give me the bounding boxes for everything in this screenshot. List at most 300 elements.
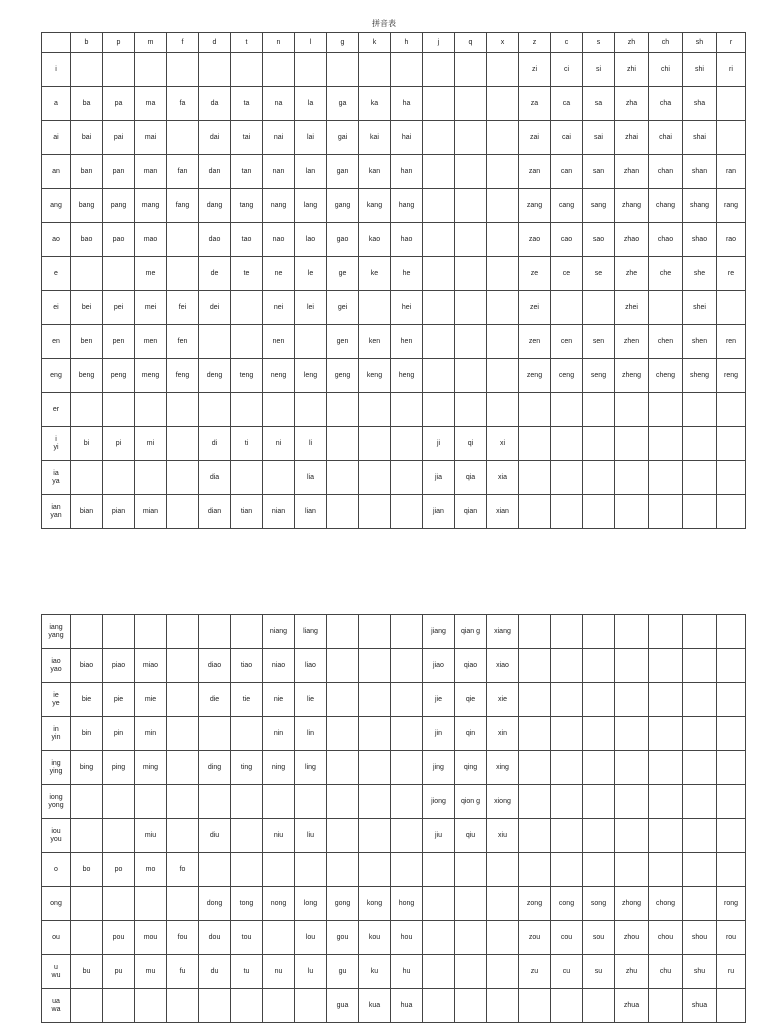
syllable-cell <box>487 359 519 393</box>
syllable-cell: tou <box>231 921 263 955</box>
syllable-cell: xiong <box>487 785 519 819</box>
syllable-cell: jia <box>423 461 455 495</box>
syllable-cell <box>583 717 615 751</box>
syllable-cell: gen <box>327 325 359 359</box>
syllable-cell: cha <box>649 87 683 121</box>
syllable-cell: ming <box>135 751 167 785</box>
syllable-cell: sou <box>583 921 615 955</box>
row-label-cell: en <box>42 325 71 359</box>
syllable-cell <box>583 751 615 785</box>
syllable-cell <box>327 615 359 649</box>
syllable-cell <box>263 785 295 819</box>
syllable-cell: xian <box>487 495 519 529</box>
syllable-cell: ren <box>717 325 746 359</box>
syllable-cell: hou <box>391 921 423 955</box>
syllable-cell: hu <box>391 955 423 989</box>
syllable-cell: hai <box>391 121 423 155</box>
syllable-cell: reng <box>717 359 746 393</box>
syllable-cell <box>295 53 327 87</box>
syllable-cell: rong <box>717 887 746 921</box>
table-row <box>42 717 746 751</box>
syllable-cell <box>103 887 135 921</box>
syllable-cell: ca <box>551 87 583 121</box>
syllable-cell <box>167 53 199 87</box>
syllable-cell <box>391 785 423 819</box>
syllable-cell <box>327 53 359 87</box>
syllable-cell: zha <box>615 87 649 121</box>
syllable-cell: nai <box>263 121 295 155</box>
syllable-cell <box>327 649 359 683</box>
syllable-cell <box>391 717 423 751</box>
syllable-cell <box>295 393 327 427</box>
syllable-cell: gou <box>327 921 359 955</box>
syllable-cell: d <box>199 33 231 53</box>
syllable-cell <box>519 393 551 427</box>
syllable-cell: tu <box>231 955 263 989</box>
syllable-cell: zan <box>519 155 551 189</box>
syllable-cell: cou <box>551 921 583 955</box>
syllable-cell: geng <box>327 359 359 393</box>
syllable-cell: min <box>135 717 167 751</box>
syllable-cell: zhan <box>615 155 649 189</box>
syllable-cell <box>683 785 717 819</box>
syllable-cell: si <box>583 53 615 87</box>
syllable-cell <box>71 53 103 87</box>
syllable-cell: zhua <box>615 989 649 1023</box>
syllable-cell: pen <box>103 325 135 359</box>
syllable-cell: f <box>167 33 199 53</box>
syllable-cell: miao <box>135 649 167 683</box>
row-label-cell: ing ying <box>42 751 71 785</box>
syllable-cell <box>615 819 649 853</box>
syllable-cell: ga <box>327 87 359 121</box>
table-row <box>42 189 746 223</box>
syllable-cell <box>391 427 423 461</box>
syllable-cell: mie <box>135 683 167 717</box>
syllable-cell <box>295 785 327 819</box>
syllable-cell: chan <box>649 155 683 189</box>
syllable-cell <box>423 155 455 189</box>
syllable-cell: qin <box>455 717 487 751</box>
syllable-cell <box>683 495 717 529</box>
syllable-cell <box>359 853 391 887</box>
syllable-cell <box>519 717 551 751</box>
syllable-cell <box>455 155 487 189</box>
syllable-cell <box>551 683 583 717</box>
syllable-cell <box>167 649 199 683</box>
syllable-cell <box>359 53 391 87</box>
syllable-cell: kan <box>359 155 391 189</box>
syllable-cell: nen <box>263 325 295 359</box>
syllable-cell: jie <box>423 683 455 717</box>
syllable-cell <box>455 887 487 921</box>
row-label-cell: u wu <box>42 955 71 989</box>
syllable-cell <box>717 427 746 461</box>
syllable-cell: kao <box>359 223 391 257</box>
syllable-cell <box>649 649 683 683</box>
syllable-cell <box>519 649 551 683</box>
syllable-cell <box>199 325 231 359</box>
syllable-cell: niao <box>263 649 295 683</box>
syllable-cell: qian <box>455 495 487 529</box>
syllable-cell: she <box>683 257 717 291</box>
syllable-cell <box>167 751 199 785</box>
syllable-cell: ling <box>295 751 327 785</box>
syllable-cell <box>391 495 423 529</box>
syllable-cell: chi <box>649 53 683 87</box>
syllable-cell: ti <box>231 427 263 461</box>
syllable-cell <box>167 223 199 257</box>
syllable-cell: zhong <box>615 887 649 921</box>
syllable-cell <box>583 649 615 683</box>
syllable-cell: ban <box>71 155 103 189</box>
table-row <box>42 955 746 989</box>
syllable-cell: cheng <box>649 359 683 393</box>
syllable-cell: keng <box>359 359 391 393</box>
syllable-cell: xia <box>487 461 519 495</box>
syllable-cell <box>359 427 391 461</box>
syllable-cell: ru <box>717 955 746 989</box>
syllable-cell: fa <box>167 87 199 121</box>
syllable-cell: g <box>327 33 359 53</box>
syllable-cell: gao <box>327 223 359 257</box>
syllable-cell: jian <box>423 495 455 529</box>
syllable-cell <box>167 819 199 853</box>
syllable-cell: long <box>295 887 327 921</box>
syllable-cell <box>199 853 231 887</box>
syllable-cell: zhang <box>615 189 649 223</box>
syllable-cell: m <box>135 33 167 53</box>
syllable-cell: meng <box>135 359 167 393</box>
syllable-cell <box>71 461 103 495</box>
syllable-cell: ceng <box>551 359 583 393</box>
syllable-cell: niu <box>263 819 295 853</box>
syllable-cell <box>423 359 455 393</box>
syllable-cell: neng <box>263 359 295 393</box>
syllable-cell <box>551 461 583 495</box>
syllable-cell: nang <box>263 189 295 223</box>
syllable-cell: miu <box>135 819 167 853</box>
syllable-cell: zeng <box>519 359 551 393</box>
syllable-cell: s <box>583 33 615 53</box>
syllable-cell: liu <box>295 819 327 853</box>
row-label-cell: i <box>42 53 71 87</box>
syllable-cell <box>455 121 487 155</box>
syllable-cell: deng <box>199 359 231 393</box>
row-label-cell: ou <box>42 921 71 955</box>
syllable-cell: shei <box>683 291 717 325</box>
syllable-cell <box>423 87 455 121</box>
syllable-cell: chong <box>649 887 683 921</box>
syllable-cell: cao <box>551 223 583 257</box>
row-label-cell: iou you <box>42 819 71 853</box>
syllable-cell <box>717 87 746 121</box>
syllable-cell <box>649 717 683 751</box>
syllable-cell <box>135 785 167 819</box>
syllable-cell: de <box>199 257 231 291</box>
syllable-cell: ting <box>231 751 263 785</box>
syllable-cell: t <box>231 33 263 53</box>
syllable-cell <box>649 819 683 853</box>
syllable-cell: kai <box>359 121 391 155</box>
syllable-cell: chen <box>649 325 683 359</box>
syllable-cell: bian <box>71 495 103 529</box>
syllable-cell: lou <box>295 921 327 955</box>
syllable-cell: bin <box>71 717 103 751</box>
syllable-cell: cong <box>551 887 583 921</box>
syllable-cell <box>231 461 263 495</box>
syllable-cell <box>717 683 746 717</box>
syllable-cell: chao <box>649 223 683 257</box>
syllable-cell: zhe <box>615 257 649 291</box>
syllable-cell <box>327 853 359 887</box>
syllable-cell <box>519 615 551 649</box>
syllable-cell <box>717 989 746 1023</box>
syllable-cell: dou <box>199 921 231 955</box>
syllable-cell: po <box>103 853 135 887</box>
syllable-cell <box>487 87 519 121</box>
syllable-cell: nu <box>263 955 295 989</box>
syllable-cell <box>391 461 423 495</box>
syllable-cell <box>649 751 683 785</box>
syllable-cell <box>327 751 359 785</box>
syllable-cell: xiang <box>487 615 519 649</box>
syllable-cell: tan <box>231 155 263 189</box>
syllable-cell <box>103 785 135 819</box>
table-row <box>42 359 746 393</box>
syllable-cell: sha <box>683 87 717 121</box>
syllable-cell <box>71 819 103 853</box>
syllable-cell <box>423 921 455 955</box>
syllable-cell <box>487 223 519 257</box>
syllable-cell <box>231 989 263 1023</box>
syllable-cell: can <box>551 155 583 189</box>
syllable-cell: ke <box>359 257 391 291</box>
syllable-cell: p <box>103 33 135 53</box>
syllable-cell <box>423 257 455 291</box>
syllable-cell: ku <box>359 955 391 989</box>
syllable-cell: qia <box>455 461 487 495</box>
syllable-cell <box>455 325 487 359</box>
syllable-cell: dao <box>199 223 231 257</box>
syllable-cell <box>615 649 649 683</box>
syllable-cell <box>487 121 519 155</box>
syllable-cell <box>295 853 327 887</box>
syllable-cell: bu <box>71 955 103 989</box>
syllable-cell: bie <box>71 683 103 717</box>
syllable-cell: tian <box>231 495 263 529</box>
syllable-cell <box>359 785 391 819</box>
syllable-cell <box>263 989 295 1023</box>
syllable-cell <box>649 683 683 717</box>
syllable-cell: sang <box>583 189 615 223</box>
table-row <box>42 887 746 921</box>
syllable-cell: mian <box>135 495 167 529</box>
syllable-cell <box>455 921 487 955</box>
syllable-cell: zhen <box>615 325 649 359</box>
syllable-cell: fu <box>167 955 199 989</box>
table-row <box>42 427 746 461</box>
syllable-cell: xi <box>487 427 519 461</box>
row-label-cell: eng <box>42 359 71 393</box>
syllable-cell <box>167 257 199 291</box>
syllable-cell: he <box>391 257 423 291</box>
syllable-cell: lan <box>295 155 327 189</box>
syllable-cell <box>167 683 199 717</box>
syllable-cell: che <box>649 257 683 291</box>
syllable-cell: piao <box>103 649 135 683</box>
syllable-cell <box>103 461 135 495</box>
syllable-cell: chou <box>649 921 683 955</box>
syllable-cell <box>615 427 649 461</box>
syllable-cell <box>71 615 103 649</box>
syllable-cell <box>135 615 167 649</box>
syllable-cell: shu <box>683 955 717 989</box>
syllable-cell: pa <box>103 87 135 121</box>
syllable-cell: pian <box>103 495 135 529</box>
syllable-cell <box>199 989 231 1023</box>
syllable-cell: qie <box>455 683 487 717</box>
syllable-cell <box>455 359 487 393</box>
syllable-cell: jiao <box>423 649 455 683</box>
syllable-cell: ha <box>391 87 423 121</box>
table-row <box>42 325 746 359</box>
syllable-cell: di <box>199 427 231 461</box>
syllable-cell: tie <box>231 683 263 717</box>
syllable-cell: ta <box>231 87 263 121</box>
syllable-cell: ding <box>199 751 231 785</box>
syllable-cell <box>583 461 615 495</box>
syllable-cell <box>551 785 583 819</box>
syllable-cell: xiu <box>487 819 519 853</box>
syllable-cell: jiong <box>423 785 455 819</box>
syllable-cell <box>359 393 391 427</box>
syllable-cell <box>103 819 135 853</box>
table-row <box>42 615 746 649</box>
table-row <box>42 785 746 819</box>
table-row <box>42 155 746 189</box>
syllable-cell <box>167 615 199 649</box>
syllable-cell <box>455 989 487 1023</box>
syllable-cell: gua <box>327 989 359 1023</box>
syllable-cell: pu <box>103 955 135 989</box>
syllable-cell <box>199 53 231 87</box>
syllable-cell <box>359 819 391 853</box>
syllable-cell: hei <box>391 291 423 325</box>
row-label-cell <box>42 33 71 53</box>
syllable-cell: lin <box>295 717 327 751</box>
syllable-cell: zu <box>519 955 551 989</box>
row-label-cell: o <box>42 853 71 887</box>
syllable-cell <box>423 887 455 921</box>
syllable-cell <box>551 649 583 683</box>
syllable-cell: j <box>423 33 455 53</box>
syllable-cell <box>167 121 199 155</box>
syllable-cell <box>327 461 359 495</box>
row-label-cell: ei <box>42 291 71 325</box>
row-label-cell: ua wa <box>42 989 71 1023</box>
syllable-cell: tong <box>231 887 263 921</box>
syllable-cell: fei <box>167 291 199 325</box>
syllable-cell <box>519 495 551 529</box>
syllable-cell <box>683 393 717 427</box>
syllable-cell: qion g <box>455 785 487 819</box>
syllable-cell <box>551 393 583 427</box>
syllable-cell: zi <box>519 53 551 87</box>
syllable-cell <box>263 921 295 955</box>
syllable-cell <box>487 887 519 921</box>
syllable-cell: gong <box>327 887 359 921</box>
syllable-cell <box>519 683 551 717</box>
table-row <box>42 121 746 155</box>
syllable-cell: bang <box>71 189 103 223</box>
syllable-cell <box>487 955 519 989</box>
syllable-cell <box>231 853 263 887</box>
syllable-cell: bao <box>71 223 103 257</box>
syllable-cell <box>583 683 615 717</box>
syllable-cell <box>167 427 199 461</box>
syllable-cell: tai <box>231 121 263 155</box>
syllable-cell <box>391 853 423 887</box>
syllable-cell: ken <box>359 325 391 359</box>
table-row <box>42 87 746 121</box>
syllable-cell: biao <box>71 649 103 683</box>
syllable-cell <box>717 461 746 495</box>
syllable-cell: lang <box>295 189 327 223</box>
syllable-cell: re <box>717 257 746 291</box>
syllable-cell <box>199 717 231 751</box>
row-label-cell: iao yao <box>42 649 71 683</box>
row-label-cell: ang <box>42 189 71 223</box>
syllable-cell <box>167 495 199 529</box>
syllable-cell <box>231 291 263 325</box>
syllable-cell: sao <box>583 223 615 257</box>
table-row <box>42 291 746 325</box>
syllable-cell: c <box>551 33 583 53</box>
syllable-cell <box>135 887 167 921</box>
syllable-cell <box>683 461 717 495</box>
syllable-cell: cai <box>551 121 583 155</box>
syllable-cell <box>423 291 455 325</box>
syllable-cell <box>583 853 615 887</box>
syllable-cell <box>551 819 583 853</box>
syllable-cell: la <box>295 87 327 121</box>
syllable-cell <box>551 717 583 751</box>
syllable-cell: l <box>295 33 327 53</box>
syllable-cell: zh <box>615 33 649 53</box>
syllable-cell <box>423 393 455 427</box>
syllable-cell <box>455 393 487 427</box>
syllable-cell: k <box>359 33 391 53</box>
syllable-cell <box>327 683 359 717</box>
syllable-cell <box>551 989 583 1023</box>
syllable-cell <box>135 461 167 495</box>
syllable-cell: heng <box>391 359 423 393</box>
syllable-cell: lu <box>295 955 327 989</box>
syllable-cell <box>167 887 199 921</box>
syllable-cell <box>71 785 103 819</box>
syllable-cell <box>359 291 391 325</box>
syllable-cell <box>717 291 746 325</box>
syllable-cell <box>519 461 551 495</box>
syllable-cell: ne <box>263 257 295 291</box>
syllable-cell <box>519 751 551 785</box>
syllable-cell: zao <box>519 223 551 257</box>
syllable-cell: mou <box>135 921 167 955</box>
syllable-cell: lai <box>295 121 327 155</box>
syllable-cell <box>71 921 103 955</box>
syllable-cell <box>167 989 199 1023</box>
